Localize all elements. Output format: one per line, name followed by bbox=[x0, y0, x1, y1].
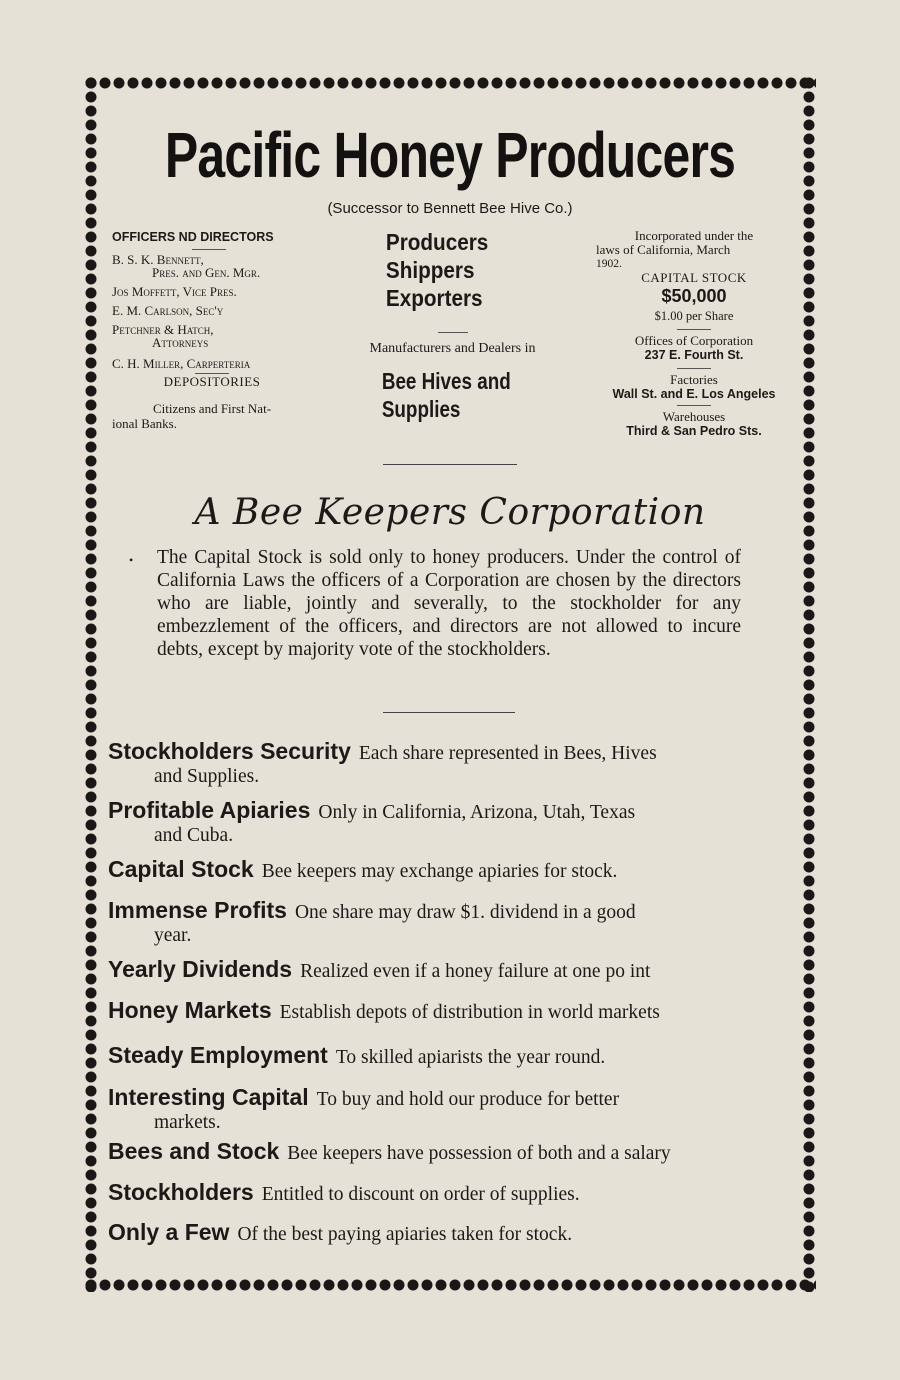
products-line-1: Bee Hives and bbox=[381, 368, 511, 394]
depositories-line-2: ional Banks. bbox=[112, 416, 177, 431]
per-share: $1.00 per Share bbox=[654, 309, 734, 323]
feature-heading: Stockholders Security bbox=[108, 738, 351, 764]
feature-text: To skilled apiarists the year round. bbox=[335, 1047, 606, 1068]
officer-name: E. M. Carlson, Sec'y bbox=[112, 303, 224, 318]
divider bbox=[677, 368, 711, 369]
feature-heading: Only a Few bbox=[108, 1219, 230, 1245]
feature-text: Only in California, Arizona, Utah, Texas bbox=[318, 802, 636, 823]
capital-stock-amount: $50,000 bbox=[661, 286, 727, 306]
divider bbox=[192, 249, 226, 250]
officer-name: C. H. Miller, Carperteria bbox=[112, 356, 251, 371]
feature-item bbox=[108, 899, 788, 947]
feature-text: One share may draw $1. dividend in a good bbox=[294, 902, 636, 923]
feature-item bbox=[108, 1086, 788, 1134]
role-shippers: Shippers bbox=[385, 257, 475, 283]
section-divider bbox=[383, 712, 515, 713]
feature-heading: Profitable Apiaries bbox=[108, 797, 311, 823]
feature-heading: Interesting Capital bbox=[108, 1084, 309, 1110]
officer-name: B. S. K. Bennett, bbox=[112, 252, 204, 267]
feature-heading: Bees and Stock bbox=[108, 1138, 280, 1164]
offices-address: 237 E. Fourth St. bbox=[644, 348, 744, 362]
feature-heading: Yearly Dividends bbox=[108, 956, 293, 982]
divider bbox=[677, 329, 711, 330]
incorporated-line-2: laws of California, March bbox=[596, 242, 731, 257]
feature-text: Of the best paying apiaries taken for stock. bbox=[237, 1224, 573, 1245]
products-line-2: Supplies bbox=[381, 396, 461, 422]
border-bottom bbox=[84, 1278, 816, 1292]
officer-item bbox=[112, 356, 312, 371]
services-column bbox=[340, 228, 565, 423]
feature-text: Establish depots of distribution in world markets bbox=[279, 1002, 660, 1023]
warehouses-label: Warehouses bbox=[662, 409, 726, 424]
feature-item bbox=[108, 740, 788, 788]
feature-text-continued: and Cuba. bbox=[154, 825, 234, 846]
depositories-heading: DEPOSITORIES bbox=[163, 374, 261, 389]
officer-item bbox=[112, 303, 312, 318]
officer-role: Pres. and Gen. Mgr. bbox=[152, 265, 261, 280]
role-exporters: Exporters bbox=[385, 285, 483, 311]
feature-heading: Capital Stock bbox=[108, 856, 254, 882]
feature-text: Entitled to discount on order of supplies. bbox=[261, 1184, 580, 1205]
feature-text-continued: year. bbox=[154, 925, 192, 946]
feature-item bbox=[108, 1221, 788, 1246]
feature-item bbox=[108, 999, 788, 1024]
feature-heading: Immense Profits bbox=[108, 897, 287, 923]
incorporated-line-3: 1902. bbox=[596, 258, 622, 270]
depositories-line-1: Citizens and First Nat- bbox=[152, 401, 272, 416]
border-top bbox=[84, 76, 816, 90]
border-left bbox=[84, 76, 98, 1292]
officers-column bbox=[112, 230, 312, 431]
officer-item bbox=[112, 252, 312, 280]
feature-text: To buy and hold our produce for better bbox=[316, 1089, 620, 1110]
feature-heading: Steady Employment bbox=[108, 1042, 328, 1068]
corporation-info-column bbox=[596, 229, 792, 438]
factories-address: Wall St. and E. Los Angeles bbox=[612, 387, 776, 401]
feature-item bbox=[108, 958, 788, 983]
warehouses-address: Third & San Pedro Sts. bbox=[626, 424, 762, 438]
feature-heading: Stockholders bbox=[108, 1179, 254, 1205]
manufacturers-line: Manufacturers and Dealers in bbox=[369, 341, 536, 356]
divider bbox=[677, 405, 711, 406]
divider bbox=[438, 332, 468, 333]
border-right bbox=[802, 76, 816, 1292]
feature-text: Bee keepers may exchange apiaries for stock. bbox=[261, 861, 618, 882]
bullet-mark: • bbox=[129, 553, 134, 567]
corporation-heading: A Bee Keepers Corporation bbox=[194, 492, 706, 533]
capital-stock-label: CAPITAL STOCK bbox=[641, 270, 747, 285]
feature-heading: Honey Markets bbox=[108, 997, 272, 1023]
feature-item bbox=[108, 1044, 788, 1069]
officer-name: Jos Moffett, Vice Pres. bbox=[112, 284, 237, 299]
officer-role: Attorneys bbox=[152, 335, 209, 350]
incorporated-line-1: Incorporated under the bbox=[634, 228, 754, 243]
officers-heading: OFFICERS ND DIRECTORS bbox=[112, 230, 274, 244]
paragraph-text: The Capital Stock is sold only to honey producers. Under the control of California Laws the officers of a Corporation are chosen by the directors who are liable, jointly and severally, to the stockholder for any embezzlement of the officers, and directors are not allowed to incure debts, except by majority vote of the stockholders. bbox=[157, 547, 741, 660]
offices-label: Offices of Corporation bbox=[634, 333, 754, 348]
feature-item bbox=[108, 799, 788, 847]
feature-text: Bee keepers have possession of both and a salary bbox=[287, 1143, 671, 1164]
feature-text: Each share represented in Bees, Hives bbox=[358, 743, 657, 764]
section-divider bbox=[383, 464, 517, 465]
officer-name: Petchner & Hatch, bbox=[112, 322, 214, 337]
feature-item bbox=[108, 1181, 788, 1206]
feature-text-continued: markets. bbox=[154, 1112, 221, 1133]
officer-item bbox=[112, 322, 312, 350]
factories-label: Factories bbox=[670, 372, 718, 387]
officer-item bbox=[112, 284, 312, 299]
feature-text: Realized even if a honey failure at one po int bbox=[300, 961, 651, 982]
page-title: Pacific Honey Producers bbox=[164, 119, 736, 191]
role-producers: Producers bbox=[385, 229, 489, 255]
capital-stock-paragraph bbox=[129, 546, 741, 661]
feature-text-continued: and Supplies. bbox=[154, 766, 260, 787]
feature-item bbox=[108, 858, 788, 883]
feature-item bbox=[108, 1140, 788, 1165]
page-subtitle: (Successor to Bennett Bee Hive Co.) bbox=[327, 200, 573, 217]
